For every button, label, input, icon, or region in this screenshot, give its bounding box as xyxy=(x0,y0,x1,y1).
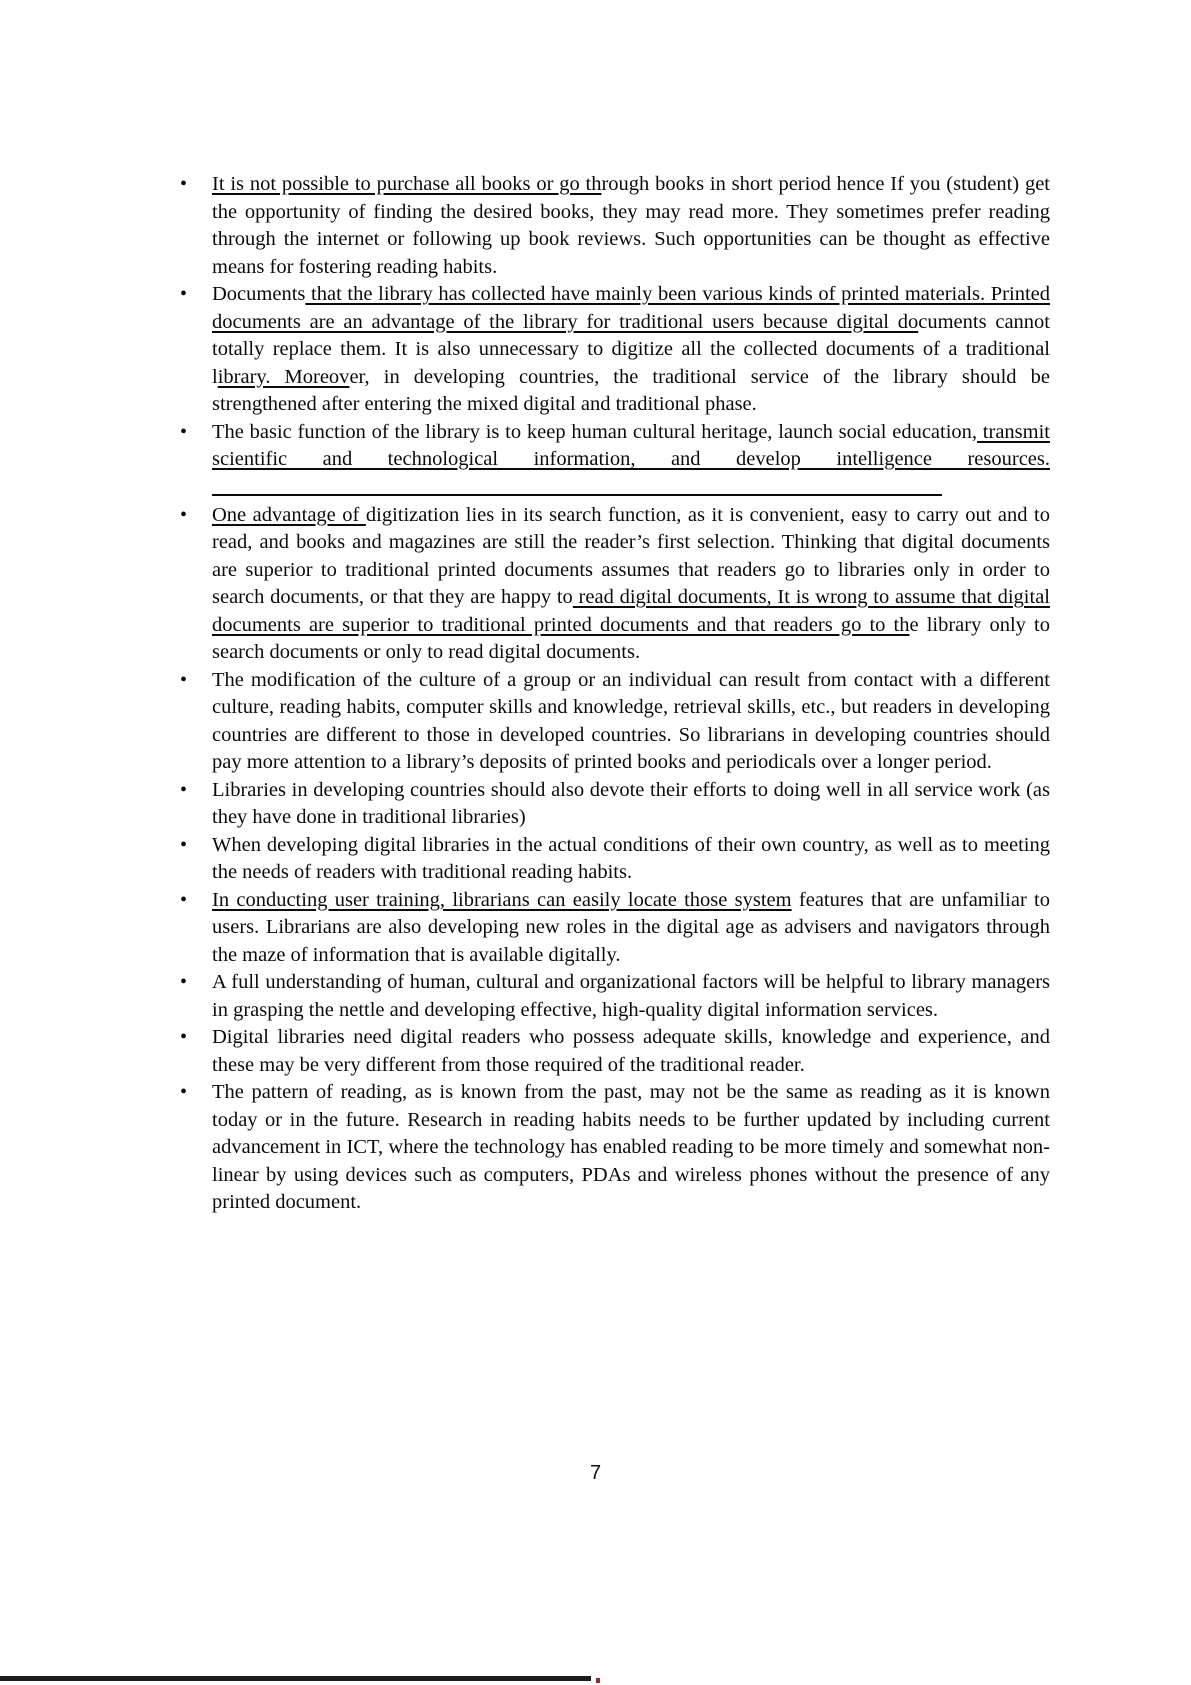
bullet-icon: • xyxy=(180,420,188,443)
bullet-text-segment: Digital libraries need digital readers who possess adequate skills, knowledge and experience, and these may be very different from those required of the traditional reader. xyxy=(212,1026,1050,1076)
bullet-list xyxy=(178,171,1050,1217)
bullet-item xyxy=(178,502,1050,667)
bullet-text-segment: transmit scientific and technological information, and develop intelligence resources. xyxy=(212,420,1050,470)
bullet-text-segment: features that are unfamiliar to users. Librarians are also developing new roles in the digital age as advisers and navigators through the maze of information that is available digitally. xyxy=(212,888,1050,966)
bullet-text-segment: e library only to search documents or only to read digital documents. xyxy=(212,613,1050,663)
bullet-text-segment: When developing digital libraries in the actual conditions of their own country, as well as to meeting the needs of readers with traditional reading habits. xyxy=(212,833,1050,883)
bullet-item xyxy=(178,281,1050,419)
page-number: 7 xyxy=(589,1462,602,1484)
bullet-icon: • xyxy=(180,668,188,691)
bullet-icon: • xyxy=(180,503,188,526)
bullet-icon: • xyxy=(180,173,188,195)
bullet-text-segment: A full understanding of human, cultural and organizational factors will be helpful to library managers in grasping the nettle and developing effective, high-quality digital information services. xyxy=(212,971,1050,1021)
bullet-text-segment: digitization lies in its search function, as it is convenient, easy to carry out and to read, and books and magazines are still the reader’s first selection. Thinking that digital documents are superior to traditional printed documents assumes that readers go to libraries only in order to search documents, or that they are happy to xyxy=(212,503,1050,608)
bullet-text-segment: rough books in short period hence If you (student) get the opportunity of finding the desired books, they may read more. They sometimes prefer reading through the internet or following up book reviews. Such opportunities can be thought as effective means for fostering reading habits. xyxy=(212,173,1050,278)
bullet-text-segment: The modification of the culture of a group or an individual can result from contact with a different culture, reading habits, computer skills and knowledge, retrieval skills, etc., but readers in developing countries are different to those in developed countries. So librarians in developing countries should pay more attention to a library’s deposits of printed books and periodicals over a longer period. xyxy=(212,668,1050,773)
bullet-item xyxy=(178,1024,1050,1079)
bullet-item xyxy=(178,887,1050,970)
bullet-item xyxy=(178,777,1050,832)
bullet-text-segment: The pattern of reading, as is known from the past, may not be the same as reading as it is known today or in the future. Research in reading habits needs to be further updated by including current advancement in ICT, where the technology has enabled reading to be more timely and somewhat non-linear by using devices such as computers, PDAs and wireless phones without the presence of any printed document. xyxy=(212,1081,1050,1213)
footer-cursor-mark xyxy=(596,1678,600,1683)
bullet-icon: • xyxy=(180,971,188,993)
bullet-text-segment: read digital documents, It is wrong to assume that digital documents are superior to traditional printed documents and that readers go to th xyxy=(212,586,1050,636)
footer-rule xyxy=(0,1676,591,1681)
bullet-item xyxy=(178,832,1050,887)
bullet-text-segment: cuments cannot totally replace them. It is also unnecessary to digitize all the collected documents of a traditional l xyxy=(212,310,1050,388)
bullet-item xyxy=(178,667,1050,777)
bullet-text-segment: One advantage of xyxy=(212,503,366,526)
bullet-text-segment: er, in developing countries, the traditional service of the library should be strengthened after entering the mixed digital and traditional phase. xyxy=(212,365,1050,415)
bullet-icon: • xyxy=(180,833,188,856)
bullet-text-segment: that the library has collected have mainly been various kinds of printed materials. Printed documents are an advantage of the library for traditional users because digital do xyxy=(212,283,1050,333)
bullet-text-segment: Documents xyxy=(212,283,306,305)
bullet-text-segment: In conducting user training, librarians can easily locate those system xyxy=(212,888,792,911)
bullet-item xyxy=(178,969,1050,1024)
bullet-text-segment: Libraries in developing countries should also devote their efforts to doing well in all service work (as they have done in traditional libraries) xyxy=(212,778,1050,828)
bullet-item xyxy=(178,1079,1050,1217)
bullet-text-segment: ibrary. Moreov xyxy=(217,365,350,388)
bullet-text-segment: The basic function of the library is to keep human cultural heritage, launch social education, xyxy=(212,420,978,443)
underline-filler xyxy=(212,474,942,497)
bullet-icon: • xyxy=(180,283,188,305)
bullet-icon: • xyxy=(180,1026,188,1048)
bullet-item xyxy=(178,419,1050,502)
bullet-icon: • xyxy=(180,778,188,801)
bullet-icon: • xyxy=(180,1081,188,1103)
bullet-item xyxy=(178,171,1050,281)
bullet-icon: • xyxy=(180,888,188,911)
bullet-text-segment: It is not possible to purchase all books or go th xyxy=(212,173,602,195)
